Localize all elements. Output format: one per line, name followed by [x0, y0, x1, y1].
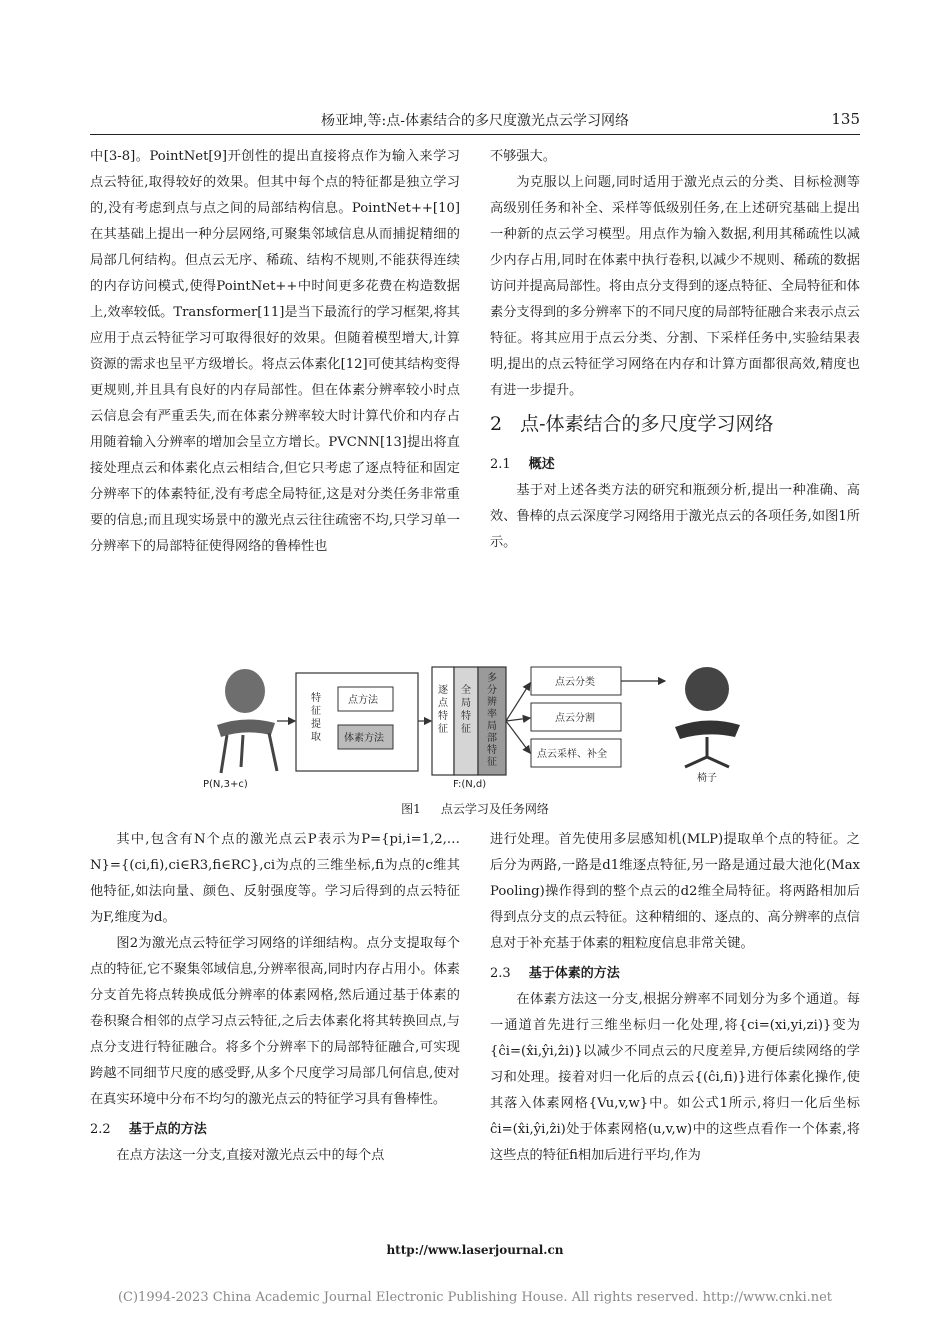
left-paragraph-3: 图2为激光点云特征学习网络的详细结构。点分支提取每个点的特征,它不聚集邻域信息,分辨率很高,同时内存占用小。体素分支首先将点转换成低分辨率的体素网格,然后通过基于体素的卷积聚合相邻的点学习点云特征,之后去体素化将其转换回点,与点分支进行特征融合。将多个分辨率下的局部特征融合,可实现跨越不同细节尺度的感受野,从多个尺度学习局部几何信息,使对在真实环境中分布不均匀的激光点云的特征学习具有鲁棒性。	[90, 936, 460, 1107]
task-segmentation-label: 点云分割	[555, 713, 595, 724]
right-paragraph-4: 进行处理。首先使用多层感知机(MLP)提取单个点的特征。之后分为两路,一路是d1维逐点特征,另一路是通过最大池化(Max Pooling)操作得到的整个点云的d2维全局特征。将两路相加后得到点分支的点云特征。这种精细的、逐点的、高分辨率的点信息对于补充基于体素的粗粒度信息非常关键。	[490, 832, 860, 951]
section-2-2-number: 2.2	[90, 1122, 111, 1137]
left-column-bottom	[90, 827, 460, 1169]
left-column-top	[90, 144, 460, 560]
figure-1	[195, 663, 755, 793]
header-title: 杨亚坤,等:点-体素结合的多尺度激光点云学习网络	[321, 113, 629, 129]
output-chair-image	[675, 667, 740, 767]
feature-extraction-label: 特征提取	[311, 693, 321, 743]
section-2-1-number: 2.1	[490, 457, 511, 472]
caption-text: 点云学习及任务网络	[440, 802, 549, 816]
left-paragraph-1: 中[3-8]。PointNet[9]开创性的提出直接将点作为输入来学习点云特征,取得较好的效果。但其中每个点的特征都是独立学习的,没有考虑到点与点之间的局部结构信息。PointNet++[10]在其基础上提出一种分层网络,可聚集邻域信息从而捕捉精细的局部几何结构。但点云无序、稀疏、结构不规则,不能获得连续的内存访问模式,使得PointNet++中时间更多花费在构造数据上,效率较低。Transformer[11]是当下最流行的学习框架,将其应用于点云特征学习可取得很好的效果。但随着模型增大,计算资源的需求也呈平方级增长。将点云体素化[12]可使其结构变得更规则,并且具有良好的内存局部性。但在体素分辨率较小时点云信息会有严重丢失,而在体素分辨率较大时计算代价和内存占用随着输入分辨率的增加会呈立方增长。PVCNN[13]提出将直接处理点云和体素化点云相结合,但它只考虑了逐点特征和固定分辨率下的体素特征,没有考虑全局特征,这是对分类任务非常重要的信息;而且现实场景中的激光点云往往疏密不均,只学习单一分辨率下的局部特征使得网络的鲁棒性也	[90, 149, 460, 554]
page-number: 135	[831, 110, 860, 128]
section-2-heading	[490, 410, 860, 438]
output-label: F:(N,d)	[453, 779, 487, 790]
right-column-top	[490, 144, 860, 556]
right-paragraph-1: 不够强大。	[490, 149, 556, 164]
right-column-bottom	[490, 827, 860, 1169]
figure-1-diagram	[195, 663, 755, 793]
left-paragraph-2: 其中,包含有N个点的激光点云P表示为P={pi,i=1,2,…N}={(ci,fi),ci∈R3,fi∈RC},ci为点的三维坐标,fi为点的c维其他特征,如法向量、颜色、反射强度等。学习后得到的点云特征为F,维度为d。	[90, 832, 460, 925]
input-chair-image	[217, 669, 277, 773]
section-2-3-title: 基于体素的方法	[528, 966, 620, 981]
right-paragraph-2: 为克服以上问题,同时适用于激光点云的分类、目标检测等高级别任务和补全、采样等低级别任务,在上述研究基础上提出一种新的点云学习模型。用点作为输入数据,利用其稀疏性以减少内存占用,同时在体素中执行卷积,以减少不规则、稀疏的数据访问并提高局部性。将由点分支得到的逐点特征、全局特征和体素分支得到的多分辨率下的不同尺度的局部特征融合来表示点云特征。将其应用于点云分类、分割、下采样任务中,实验结果表明,提出的点云特征学习网络在内存和计算方面都很高效,精度也有进一步提升。	[490, 175, 860, 398]
left-paragraph-4: 在点方法这一分支,直接对激光点云中的每个点	[116, 1148, 385, 1163]
copyright-footer: (C)1994-2023 China Academic Journal Electronic Publishing House. All rights reserved. http://www.cnki.net	[117, 1290, 833, 1305]
section-2-3-heading	[490, 961, 860, 987]
task-sampling-label: 点云采样、补全	[537, 749, 607, 760]
figure-1-caption	[0, 800, 950, 817]
section-2-number: 2	[490, 413, 503, 435]
section-2-2-title: 基于点的方法	[128, 1122, 207, 1137]
point-method-label: 点方法	[348, 695, 378, 706]
section-2-2-heading	[90, 1117, 460, 1143]
chair-label: 椅子	[697, 773, 717, 784]
section-2-3-number: 2.3	[490, 966, 511, 981]
voxel-method-label: 体素方法	[344, 733, 384, 744]
input-label: P(N,3+c)	[203, 779, 248, 790]
section-2-title: 点-体素结合的多尺度学习网络	[520, 413, 774, 435]
journal-url[interactable]: http://www.laserjournal.cn	[386, 1243, 564, 1257]
global-feature-label: 全局特征	[461, 685, 471, 735]
right-paragraph-3: 基于对上述各类方法的研究和瓶颈分析,提出一种准确、高效、鲁棒的点云深度学习网络用于激光点云的各项任务,如图1所示。	[490, 483, 860, 550]
caption-number: 图1	[401, 802, 421, 816]
right-paragraph-5: 在体素方法这一分支,根据分辨率不同划分为多个通道。每一通道首先进行三维坐标归一化处理,将{ci=(xi,yi,zi)}变为{ĉi=(x̂i,ŷi,ẑi)}以减少不同点云的尺度差异,方便后续网络的学习和处理。接着对归一化后的点云{(ĉi,fi)}进行体素化操作,使其落入体素网格{Vu,v,w}中。如公式1所示,将归一化后坐标ĉi=(x̂i,ŷi,ẑi)处于体素网格(u,v,w)中的这些点看作一个体素,将这些点的特征fi相加后进行平均,作为	[490, 992, 860, 1163]
section-2-1-title: 概述	[528, 457, 555, 472]
task-classification-label: 点云分类	[555, 677, 595, 688]
running-header	[90, 108, 860, 135]
section-2-1-heading	[490, 452, 860, 478]
multires-feature-label: 多分辨率局部特征	[487, 673, 497, 768]
pointwise-feature-label: 逐点特征	[438, 685, 448, 735]
